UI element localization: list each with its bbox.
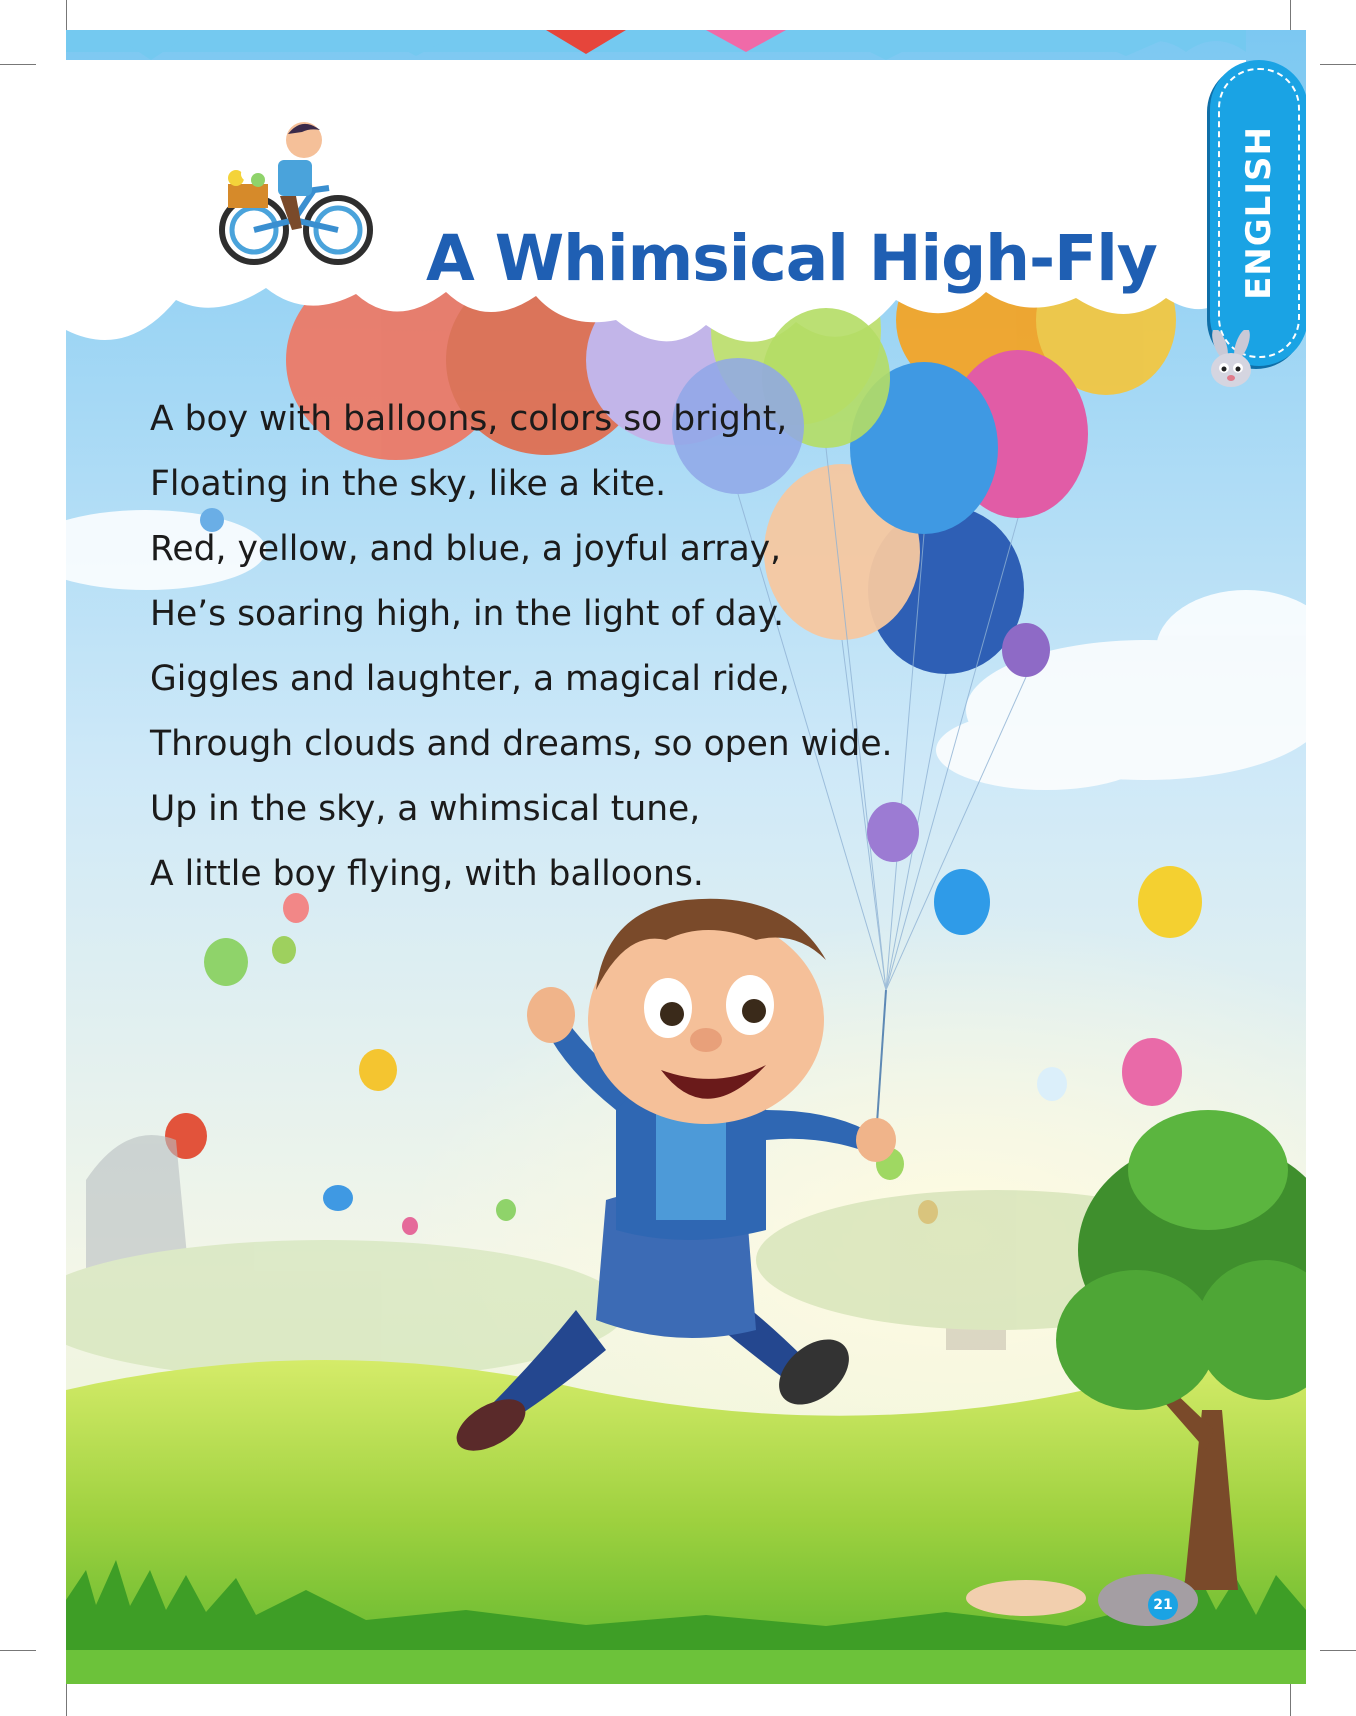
poem-line: Floating in the sky, like a kite. <box>150 464 667 504</box>
grass-bottom-strip <box>66 1650 1306 1684</box>
poem-line: Up in the sky, a whimsical tune, <box>150 789 701 829</box>
poem-line: A boy with balloons, colors so bright, <box>150 399 788 439</box>
boy-on-bicycle-icon <box>214 110 374 270</box>
book-page <box>66 30 1306 1684</box>
poem-line: A little boy flying, with balloons. <box>150 854 704 894</box>
subject-tab <box>1210 60 1306 366</box>
crop-mark <box>66 0 67 34</box>
poem-line: Giggles and laughter, a magical ride, <box>150 659 790 699</box>
poem-line: Through clouds and dreams, so open wide. <box>150 724 893 764</box>
crop-mark <box>1320 64 1356 65</box>
poem-line: Red, yellow, and blue, a joyful array, <box>150 529 782 569</box>
page-title: A Whimsical High-Fly <box>426 222 1157 296</box>
bunny-mascot-icon <box>1196 330 1266 400</box>
subject-tab-label: ENGLISH <box>1239 126 1279 300</box>
crop-mark <box>66 1682 67 1716</box>
crop-mark <box>0 1650 36 1651</box>
crop-mark <box>1320 1650 1356 1651</box>
crop-mark <box>1290 1682 1291 1716</box>
poem-line: He’s soaring high, in the light of day. <box>150 594 785 634</box>
page-number: 21 <box>1148 1590 1178 1620</box>
crop-mark <box>0 64 36 65</box>
poem <box>150 387 893 907</box>
crop-mark <box>1290 0 1291 34</box>
